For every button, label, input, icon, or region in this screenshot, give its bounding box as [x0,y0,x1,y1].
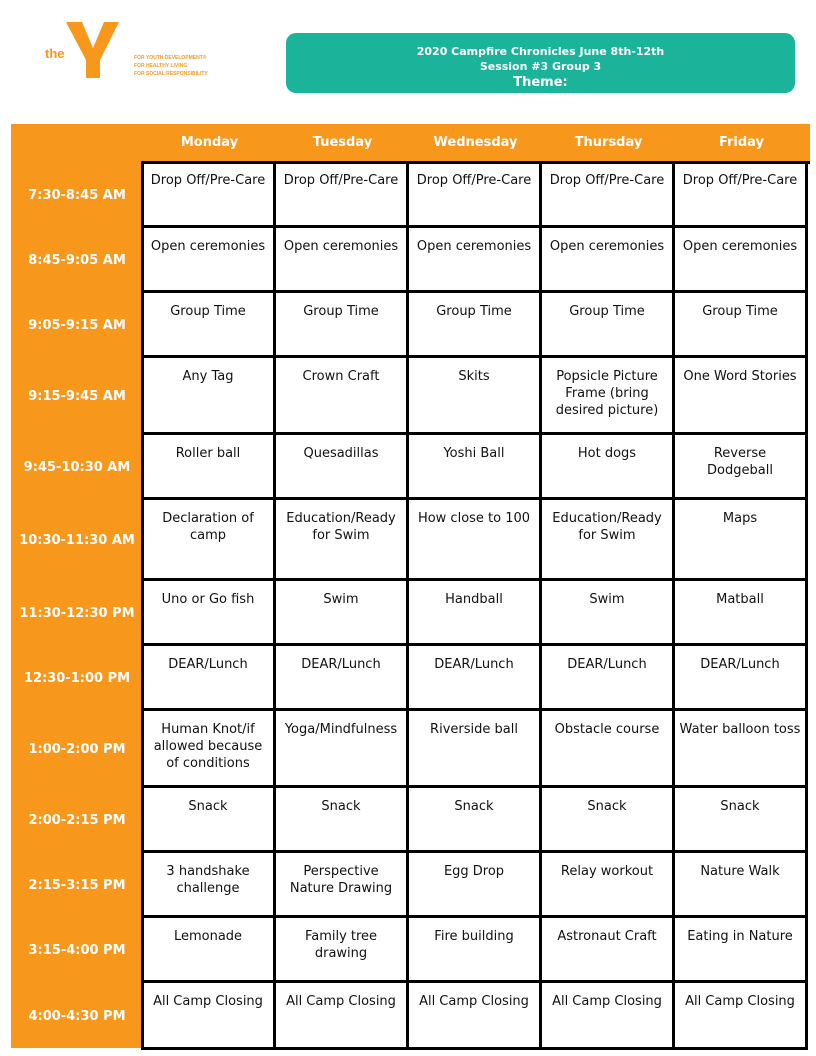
grid-border-top [141,161,810,164]
activity-cell: Swim [542,581,675,646]
title-banner [286,33,795,93]
activity-cell: Any Tag [143,358,276,435]
activity-cell: Handball [409,581,542,646]
day-header-wednesday: Wednesday [433,135,518,150]
title-line-3: Theme: [513,75,568,90]
activity-cell: Education/Ready for Swim [542,500,675,581]
activity-cell: Drop Off/Pre-Care [409,162,542,228]
activity-cell: Drop Off/Pre-Care [276,162,409,228]
activity-cell: Quesadillas [276,435,409,500]
activity-cell: Open ceremonies [675,228,808,293]
activity-cell: Lemonade [143,918,276,983]
day-header-thursday: Thursday [574,135,643,150]
activity-cell: DEAR/Lunch [409,646,542,711]
activity-cell: Family tree drawing [276,918,409,983]
activity-cell: 3 handshake challenge [143,853,276,918]
activity-cell: Group Time [675,293,808,358]
activity-cell: One Word Stories [675,358,808,435]
time-slot-label: 8:45-9:05 AM [28,253,126,268]
time-slot-label: 9:05-9:15 AM [28,318,126,333]
activity-cell: Crown Craft [276,358,409,435]
logo-ymca-small: YMCA [108,59,117,73]
activity-cell: Maps [675,500,808,581]
title-line-1: 2020 Campfire Chronicles June 8th-12th [416,45,665,58]
activity-cell: DEAR/Lunch [143,646,276,711]
activity-cell: Snack [409,788,542,853]
activity-cell: Group Time [409,293,542,358]
time-slot-label: 3:15-4:00 PM [28,943,126,958]
activity-cell: Snack [675,788,808,853]
activity-cell: Drop Off/Pre-Care [143,162,276,228]
activity-cell: Popsicle Picture Frame (bring desired picture) [542,358,675,435]
activity-cell: Group Time [542,293,675,358]
schedule-grid [143,162,810,1050]
activity-cell: Snack [143,788,276,853]
activity-cell: All Camp Closing [143,983,276,1050]
activity-cell: Obstacle course [542,711,675,788]
tagline-2: FOR HEALTHY LIVING [134,63,188,69]
time-slot-label: 4:00-4:30 PM [28,1009,126,1024]
activity-cell: Fire building [409,918,542,983]
activity-cell: Drop Off/Pre-Care [542,162,675,228]
time-slot-label: 7:30-8:45 AM [28,187,126,203]
activity-cell: Eating in Nature [675,918,808,983]
time-slot-label: 10:30-11:30 AM [19,533,135,548]
tagline-1: FOR YOUTH DEVELOPMENT® [134,55,207,61]
activity-cell: All Camp Closing [276,983,409,1050]
activity-cell: Human Knot/if allowed because of conditions [143,711,276,788]
activity-cell: Egg Drop [409,853,542,918]
activity-cell: Hot dogs [542,435,675,500]
logo-the: the [45,46,65,61]
activity-cell: Yoga/Mindfulness [276,711,409,788]
activity-cell: DEAR/Lunch [276,646,409,711]
activity-cell: Skits [409,358,542,435]
activity-cell: Education/Ready for Swim [276,500,409,581]
activity-cell: Reverse Dodgeball [675,435,808,500]
activity-cell: Perspective Nature Drawing [276,853,409,918]
activity-cell: Open ceremonies [276,228,409,293]
activity-cell: All Camp Closing [675,983,808,1050]
activity-cell: Matball [675,581,808,646]
activity-cell: DEAR/Lunch [675,646,808,711]
time-slot-label: 11:30-12:30 PM [19,606,135,621]
activity-cell: Relay workout [542,853,675,918]
activity-cell: Water balloon toss [675,711,808,788]
time-slot-label: 9:15-9:45 AM [28,389,126,404]
ymca-logo [38,20,238,84]
time-slot-label: 12:30-1:00 PM [23,671,131,686]
activity-cell: Snack [276,788,409,853]
activity-cell: Snack [542,788,675,853]
activity-cell: Open ceremonies [542,228,675,293]
ymca-logo-mark [38,20,238,84]
activity-cell: Swim [276,581,409,646]
activity-cell: Yoshi Ball [409,435,542,500]
activity-cell: Open ceremonies [143,228,276,293]
day-header-tuesday: Tuesday [312,135,373,150]
grid-border-left [141,161,144,1050]
activity-cell: Nature Walk [675,853,808,918]
activity-cell: Roller ball [143,435,276,500]
tagline-3: FOR SOCIAL RESPONSIBILITY [134,71,208,77]
day-header-monday: Monday [180,135,239,150]
activity-cell: How close to 100 [409,500,542,581]
activity-cell: Declaration of camp [143,500,276,581]
title-line-2: Session #3 Group 3 [479,60,602,73]
day-header-friday: Friday [718,135,765,150]
time-slot-label: 2:15-3:15 PM [28,878,126,893]
activity-cell: DEAR/Lunch [542,646,675,711]
activity-cell: All Camp Closing [409,983,542,1050]
activity-cell: Drop Off/Pre-Care [675,162,808,228]
activity-cell: Riverside ball [409,711,542,788]
activity-cell: All Camp Closing [542,983,675,1050]
time-slot-label: 9:45-10:30 AM [23,460,131,475]
activity-cell: Uno or Go fish [143,581,276,646]
activity-cell: Group Time [143,293,276,358]
time-slot-label: 1:00-2:00 PM [28,742,126,757]
activity-cell: Open ceremonies [409,228,542,293]
activity-cell: Astronaut Craft [542,918,675,983]
activity-cell: Group Time [276,293,409,358]
time-slot-label: 2:00-2:15 PM [28,813,126,828]
